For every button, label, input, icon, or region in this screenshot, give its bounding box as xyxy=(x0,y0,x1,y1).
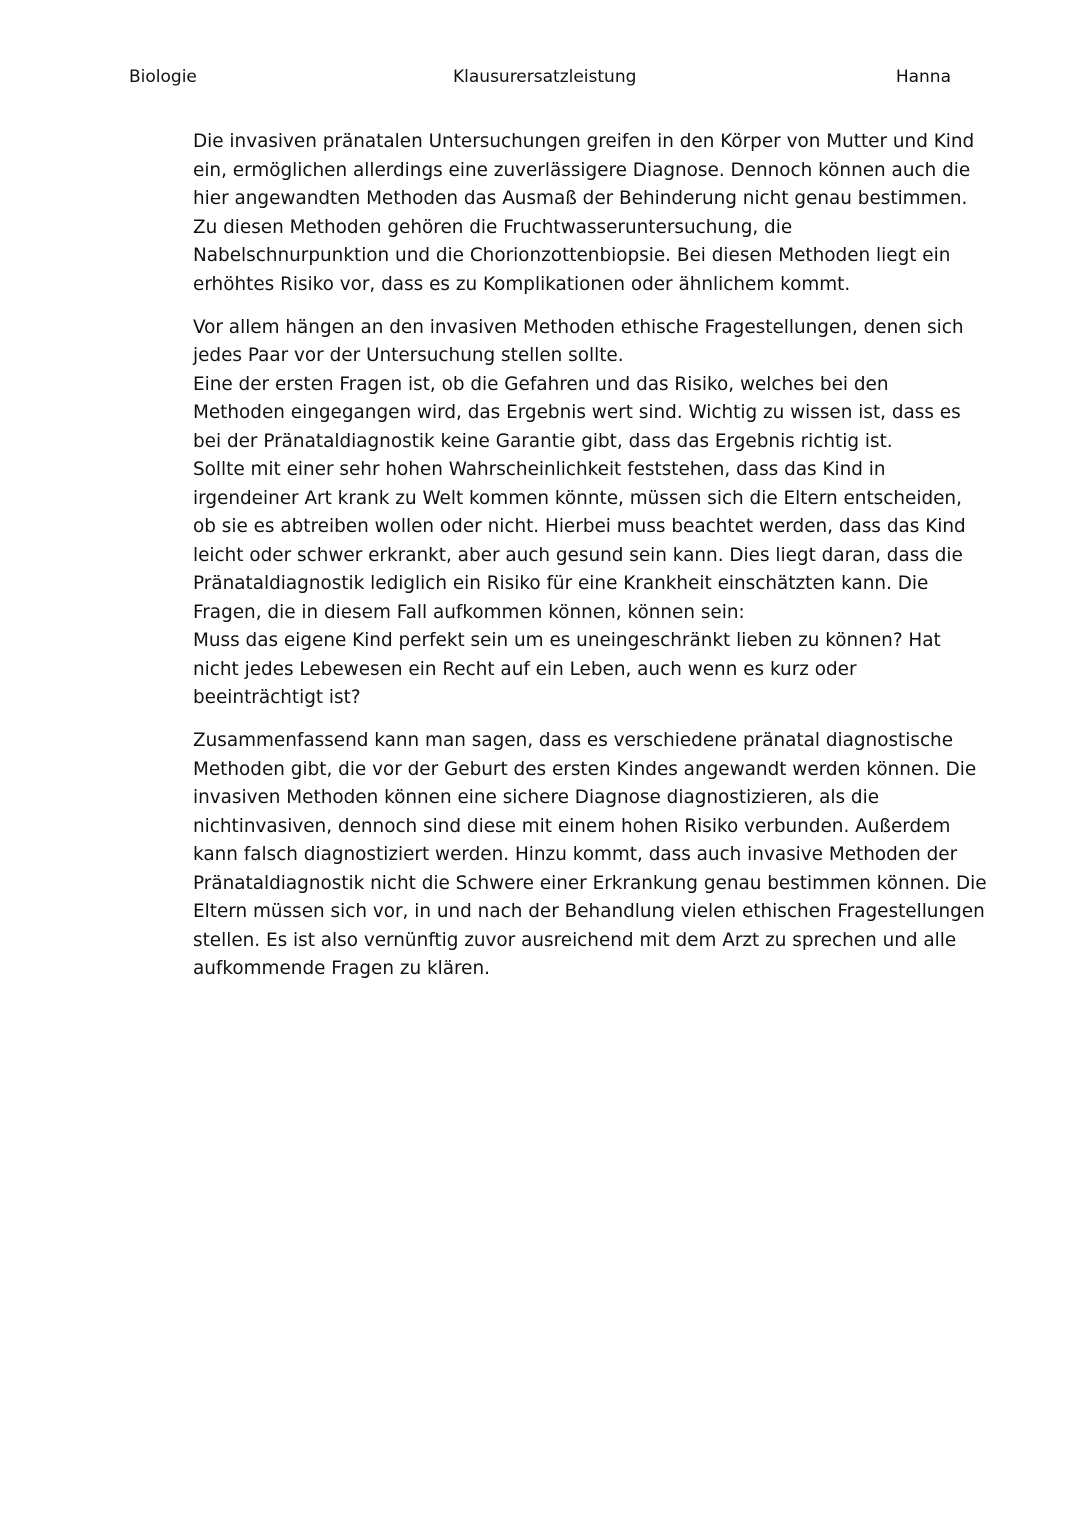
text-line: stellen. Es ist also vernünftig zuvor ausreichend mit dem Arzt zu sprechen und alle xyxy=(193,929,957,951)
text-line: bei der Pränataldiagnostik keine Garantie gibt, dass das Ergebnis richtig ist. xyxy=(193,430,893,452)
text-line: Pränataldiagnostik lediglich ein Risiko für eine Krankheit einschätzten kann. Die xyxy=(193,573,929,594)
text-line: Sollte mit einer sehr hohen Wahrscheinlichkeit feststehen, dass das Kind in xyxy=(193,459,886,480)
text-line: ob sie es abtreiben wollen oder nicht. Hierbei muss beachtet werden, dass das Kind xyxy=(193,516,966,537)
text-line: aufkommende Fragen zu klären. xyxy=(193,958,490,979)
text-line: Zu diesen Methoden gehören die Fruchtwasseruntersuchung, die xyxy=(193,216,793,238)
header-title: Klausurersatzleistung xyxy=(453,67,637,87)
text-line: Zusammenfassend kann man sagen, dass es verschiedene pränatal diagnostische xyxy=(193,730,954,751)
text-line: Die invasiven pränatalen Untersuchungen greifen in den Körper von Mutter und Kind xyxy=(193,131,975,152)
text-line: kann falsch diagnostiziert werden. Hinzu kommt, dass auch invasive Methoden der xyxy=(193,844,958,865)
text-line: Eine der ersten Fragen ist, ob die Gefahren und das Risiko, welches bei den xyxy=(193,373,889,395)
text-line: ein, ermöglichen allerdings eine zuverlässigere Diagnose. Dennoch können auch die xyxy=(193,159,971,181)
text-line: irgendeiner Art krank zu Welt kommen könnte, müssen sich die Eltern entscheiden, xyxy=(193,487,962,509)
header-subject: Biologie xyxy=(129,67,197,87)
text-line: Vor allem hängen an den invasiven Methoden ethische Fragestellungen, denen sich xyxy=(193,316,964,338)
text-line: Fragen, die in diesem Fall aufkommen können, können sein: xyxy=(193,601,745,623)
text-line: Methoden eingegangen wird, das Ergebnis wert sind. Wichtig zu wissen ist, dass es xyxy=(193,402,961,423)
text-line: erhöhtes Risiko vor, dass es zu Komplikationen oder ähnlichem kommt. xyxy=(193,273,851,295)
text-line: beeinträchtigt ist? xyxy=(193,687,361,708)
paragraph-summary xyxy=(193,727,987,984)
text-line: Muss das eigene Kind perfekt sein um es uneingeschränkt lieben zu können? Hat xyxy=(193,630,941,651)
text-line: jedes Paar vor der Untersuchung stellen sollte. xyxy=(193,345,624,366)
paragraph-ethical-questions xyxy=(193,314,966,713)
header-author: Hanna xyxy=(895,67,951,87)
text-line: nicht jedes Lebewesen ein Recht auf ein Leben, auch wenn es kurz oder xyxy=(193,658,857,680)
text-line: nichtinvasiven, dennoch sind diese mit einem hohen Risiko verbunden. Außerdem xyxy=(193,815,951,837)
text-line: Eltern müssen sich vor, in und nach der Behandlung vielen ethischen Fragestellungen xyxy=(193,901,985,922)
page-header xyxy=(0,64,1080,90)
paragraph-invasive-methods xyxy=(193,128,975,299)
text-line: hier angewandten Methoden das Ausmaß der Behinderung nicht genau bestimmen. xyxy=(193,188,968,209)
text-line: Pränataldiagnostik nicht die Schwere einer Erkrankung genau bestimmen können. Die xyxy=(193,872,987,894)
text-line: invasiven Methoden können eine sichere Diagnose diagnostizieren, als die xyxy=(193,787,880,808)
document-body xyxy=(193,128,987,998)
text-line: leicht oder schwer erkrankt, aber auch gesund sein kann. Dies liegt daran, dass die xyxy=(193,544,963,566)
text-line: Nabelschnurpunktion und die Chorionzottenbiopsie. Bei diesen Methoden liegt ein xyxy=(193,245,951,266)
text-line: Methoden gibt, die vor der Geburt des ersten Kindes angewandt werden können. Die xyxy=(193,758,977,780)
